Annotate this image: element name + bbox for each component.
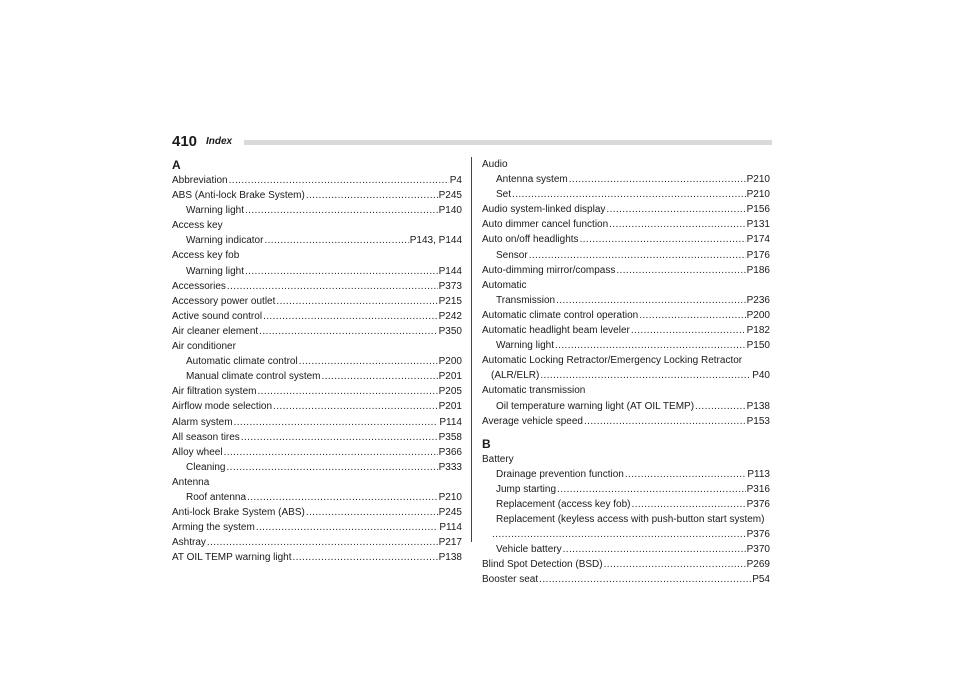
index-entry[interactable] <box>172 369 462 384</box>
entry-term: Warning light <box>186 265 244 277</box>
index-entry[interactable] <box>172 264 462 279</box>
entry-term: Average vehicle speed <box>482 415 583 427</box>
entry-term: Air conditioner <box>172 341 236 353</box>
entry-term: Automatic <box>482 279 527 291</box>
entry-term: Vehicle battery <box>496 544 562 556</box>
index-entry[interactable] <box>172 233 462 248</box>
entry-page-ref[interactable]: P174 <box>746 234 770 246</box>
entry-term: Accessory power outlet <box>172 295 276 307</box>
index-column-left <box>172 157 462 565</box>
leader-dots <box>606 202 745 217</box>
leader-dots <box>259 324 437 339</box>
leader-dots <box>569 172 746 187</box>
index-entry[interactable] <box>482 232 770 247</box>
leader-dots <box>257 384 437 399</box>
entry-page-ref[interactable]: P201 <box>438 401 462 413</box>
leader-dots <box>625 467 747 482</box>
entry-page-ref[interactable]: P201 <box>438 371 462 383</box>
index-entry[interactable] <box>172 173 462 188</box>
index-entry[interactable] <box>482 542 770 557</box>
index-entry[interactable] <box>482 263 770 278</box>
entry-page-ref[interactable]: P245 <box>438 190 462 202</box>
entry-term: Alloy wheel <box>172 446 223 458</box>
entry-page-ref[interactable]: P131 <box>746 219 770 231</box>
entry-page-ref[interactable]: P269 <box>746 559 770 571</box>
entry-page-ref[interactable]: P114 <box>439 416 462 428</box>
entry-page-ref[interactable]: P143, P144 <box>409 235 462 247</box>
leader-dots <box>293 550 438 565</box>
leader-dots <box>322 369 438 384</box>
index-entry[interactable] <box>172 445 462 460</box>
index-entry[interactable] <box>482 572 770 587</box>
entry-page-ref[interactable]: P4 <box>449 175 462 186</box>
index-entry[interactable] <box>482 172 770 187</box>
entry-term: Air filtration system <box>172 386 257 398</box>
entry-term: Accessories <box>172 280 226 292</box>
leader-dots <box>229 173 449 188</box>
entry-term: Booster seat <box>482 574 539 586</box>
leader-dots <box>234 415 439 430</box>
index-group-heading <box>482 278 770 293</box>
entry-term: Audio <box>482 159 508 170</box>
entry-term: Transmission <box>496 294 556 306</box>
entry-page-ref[interactable]: P54 <box>752 574 770 586</box>
index-entry[interactable] <box>172 399 462 414</box>
section-title: Index <box>206 136 233 147</box>
entry-term: Cleaning <box>186 461 226 473</box>
leader-dots <box>306 505 438 520</box>
entry-page-ref[interactable]: P217 <box>438 537 462 549</box>
index-group-heading <box>172 339 462 354</box>
index-entry[interactable] <box>482 248 770 263</box>
index-group-heading <box>482 353 770 368</box>
leader-dots <box>306 188 438 203</box>
entry-term: Jump starting <box>496 483 557 495</box>
entry-page-ref[interactable]: P210 <box>746 174 770 186</box>
entry-term: Sensor <box>496 249 528 261</box>
leader-dots <box>639 308 745 323</box>
entry-term: Automatic headlight beam leveler <box>482 325 630 337</box>
entry-term: (ALR/ELR) <box>491 370 540 382</box>
entry-term: Abbreviation <box>172 175 228 186</box>
entry-term: All season tires <box>172 431 240 443</box>
leader-dots <box>539 572 751 587</box>
leader-dots <box>609 217 745 232</box>
entry-page-ref[interactable]: P144 <box>438 265 462 277</box>
entry-term: Automatic Locking Retractor/Emergency Locking Retractor <box>482 355 743 367</box>
entry-page-ref[interactable]: P358 <box>438 431 462 443</box>
leader-dots <box>584 414 746 429</box>
entry-term: Blind Spot Detection (BSD) <box>482 559 603 571</box>
entry-term: ABS (Anti-lock Brake System) <box>172 190 305 202</box>
entry-page-ref[interactable]: P376 <box>746 529 770 541</box>
index-group-heading <box>172 248 462 263</box>
leader-dots <box>563 542 746 557</box>
entry-term: Warning indicator <box>186 235 264 247</box>
index-entry[interactable] <box>172 520 462 535</box>
entry-page-ref[interactable]: P215 <box>438 295 462 307</box>
index-letter-heading: B <box>482 436 491 451</box>
entry-term: Automatic climate control operation <box>482 309 639 321</box>
page-header <box>172 135 772 151</box>
entry-page-ref[interactable]: P200 <box>746 309 770 321</box>
entry-page-ref[interactable]: P205 <box>438 386 462 398</box>
leader-dots <box>256 520 439 535</box>
index-entry[interactable] <box>172 188 462 203</box>
index-entry[interactable] <box>482 368 770 383</box>
index-entry[interactable] <box>172 309 462 324</box>
index-entry[interactable] <box>482 527 770 542</box>
leader-dots <box>492 527 746 542</box>
index-entry[interactable] <box>482 187 770 202</box>
leader-dots <box>512 187 746 202</box>
index-entry[interactable] <box>172 294 462 309</box>
leader-dots <box>555 338 746 353</box>
index-entry[interactable] <box>172 535 462 550</box>
entry-page-ref[interactable]: P373 <box>438 280 462 292</box>
leader-dots <box>273 399 438 414</box>
entry-term: Auto dimmer cancel function <box>482 219 609 231</box>
index-entry[interactable] <box>482 293 770 308</box>
entry-term: Manual climate control system <box>186 371 321 383</box>
entry-term: Arming the system <box>172 522 255 534</box>
entry-page-ref[interactable]: P210 <box>746 189 770 201</box>
entry-page-ref[interactable]: P210 <box>438 491 462 503</box>
leader-dots <box>264 233 408 248</box>
entry-page-ref[interactable]: P40 <box>752 370 770 382</box>
entry-page-ref[interactable]: P376 <box>746 498 770 510</box>
page-number: 410 <box>172 133 198 150</box>
index-group-heading <box>172 218 462 233</box>
entry-page-ref[interactable]: P153 <box>746 415 770 427</box>
entry-page-ref[interactable]: P333 <box>438 461 462 473</box>
entry-page-ref[interactable]: P114 <box>439 522 462 534</box>
entry-term: Automatic transmission <box>482 385 586 397</box>
entry-page-ref[interactable]: P245 <box>438 507 462 519</box>
index-entry[interactable] <box>482 308 770 323</box>
entry-page-ref[interactable]: P113 <box>747 468 770 480</box>
index-entry[interactable] <box>172 460 462 475</box>
index-entry[interactable] <box>172 279 462 294</box>
leader-dots <box>557 482 746 497</box>
entry-page-ref[interactable]: P370 <box>746 544 770 556</box>
leader-dots <box>580 232 746 247</box>
entry-term: Antenna system <box>496 174 568 186</box>
index-entry[interactable] <box>172 550 462 565</box>
index-entry[interactable] <box>482 399 770 414</box>
entry-term: Ashtray <box>172 537 206 549</box>
leader-dots <box>245 264 438 279</box>
leader-dots <box>224 445 438 460</box>
entry-page-ref[interactable]: P242 <box>438 310 462 322</box>
entry-term: Access key <box>172 220 223 232</box>
index-entry[interactable] <box>172 505 462 520</box>
index-entry[interactable] <box>482 557 770 572</box>
leader-dots <box>529 248 746 263</box>
leader-dots <box>299 354 438 369</box>
entry-term: Antenna <box>172 476 210 488</box>
index-group-heading <box>482 157 770 172</box>
leader-dots <box>227 279 438 294</box>
entry-page-ref[interactable]: P350 <box>438 325 462 337</box>
index-entry[interactable] <box>482 217 770 232</box>
entry-term: Drainage prevention function <box>496 468 624 480</box>
entry-term: AT OIL TEMP warning light <box>172 552 292 564</box>
entry-page-ref[interactable]: P138 <box>746 400 770 412</box>
index-entry[interactable] <box>482 497 770 512</box>
entry-term: Warning light <box>186 205 244 217</box>
index-entry[interactable] <box>172 415 462 430</box>
index-letter-heading: A <box>172 158 181 172</box>
entry-page-ref[interactable]: P182 <box>746 325 770 337</box>
index-entry[interactable] <box>482 338 770 353</box>
leader-dots <box>540 368 751 383</box>
leader-dots <box>207 535 438 550</box>
entry-term: Auto on/off headlights <box>482 234 579 246</box>
entry-page-ref[interactable]: P176 <box>746 249 770 261</box>
index-entry[interactable] <box>172 203 462 218</box>
entry-term: Automatic climate control <box>186 356 298 368</box>
index-entry[interactable] <box>172 490 462 505</box>
index-entry[interactable] <box>172 430 462 445</box>
entry-page-ref[interactable]: P150 <box>746 340 770 352</box>
entry-page-ref[interactable]: P236 <box>746 294 770 306</box>
entry-page-ref[interactable]: P140 <box>438 205 462 217</box>
index-entry[interactable] <box>172 384 462 399</box>
entry-term: Roof antenna <box>186 491 247 503</box>
index-group-heading <box>482 383 770 398</box>
leader-dots <box>631 323 746 338</box>
entry-term: Access key fob <box>172 250 240 262</box>
entry-term: Air cleaner element <box>172 325 259 337</box>
index-group-heading <box>482 452 770 467</box>
entry-page-ref[interactable]: P138 <box>438 552 462 564</box>
index-entry[interactable] <box>482 323 770 338</box>
entry-term: Active sound control <box>172 310 263 322</box>
entry-page-ref[interactable]: P186 <box>746 264 770 276</box>
index-entry[interactable] <box>482 467 770 482</box>
leader-dots <box>604 557 746 572</box>
entry-term: Oil temperature warning light (AT OIL TEMP) <box>496 400 695 412</box>
index-entry[interactable] <box>482 414 770 429</box>
entry-page-ref[interactable]: P156 <box>746 204 770 216</box>
entry-term: Warning light <box>496 340 554 352</box>
index-entry[interactable] <box>172 354 462 369</box>
leader-dots <box>245 203 438 218</box>
leader-dots <box>276 294 437 309</box>
index-column-right <box>482 157 770 588</box>
leader-dots <box>263 309 438 324</box>
entry-term: Set <box>496 189 512 201</box>
entry-page-ref[interactable]: P316 <box>746 483 770 495</box>
leader-dots <box>226 460 437 475</box>
header-rule <box>244 140 772 145</box>
entry-term: Airflow mode selection <box>172 401 273 413</box>
leader-dots <box>247 490 438 505</box>
index-entry[interactable] <box>482 202 770 217</box>
leader-dots <box>241 430 438 445</box>
entry-term: Battery <box>482 453 514 465</box>
entry-term: Audio system-linked display <box>482 204 606 216</box>
leader-dots <box>556 293 746 308</box>
entry-term: Replacement (access key fob) <box>496 498 631 510</box>
entry-page-ref[interactable]: P366 <box>438 446 462 458</box>
entry-term: Alarm system <box>172 416 233 428</box>
index-group-heading <box>172 475 462 490</box>
entry-term: Auto-dimming mirror/compass <box>482 264 616 276</box>
entry-page-ref[interactable]: P200 <box>438 356 462 368</box>
index-entry[interactable] <box>172 324 462 339</box>
column-divider <box>471 157 472 542</box>
entry-term: Replacement (keyless access with push-button start system) <box>496 514 765 526</box>
leader-dots <box>616 263 745 278</box>
leader-dots <box>632 497 746 512</box>
entry-term: Anti-lock Brake System (ABS) <box>172 507 305 519</box>
leader-dots <box>695 399 746 414</box>
index-entry[interactable] <box>482 482 770 497</box>
index-group-heading <box>482 512 770 527</box>
